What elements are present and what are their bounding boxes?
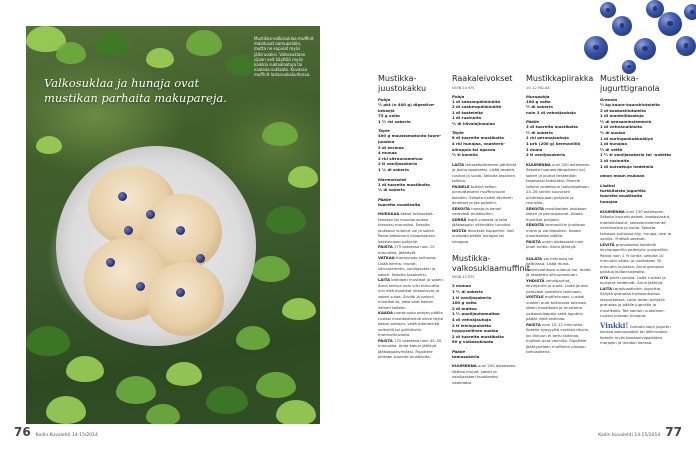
method-text <box>526 256 592 355</box>
method-step-text: mustikoiden joukkoon sokeri ja perunajauhot. Kaada mustikat pohjalle. <box>526 205 587 222</box>
method-step <box>378 255 444 277</box>
recipe-title: Raakaleivokset <box>452 74 513 83</box>
ingredient-item: 2 dl cashewpähkinöitä <box>452 104 502 110</box>
method-step-text: uuni 200 asteeseen. Sekoita huoneenlämpöinen voi, sokeri ja jauhot keskenään tasaiseksi taikinaksi. Painele taikina voideltuun halkaisijaltaan 24–26 sentin suuruisen piirakkavuoan pohjalle ja reunoille. <box>526 161 591 206</box>
ingredient-item: hyppysellinen suolaa <box>452 328 499 334</box>
method-step-text: uunin alatasossa noin puoli tuntia. Anna jäähtyä. <box>526 238 584 250</box>
method-step-text: tuorejuusto pohjan päälle. Lusikoi mustikkaliemiä sieve täyte kakun pintaan, vedä mämmikkä veitsellä tai grillitikulla marmorikuvioita. <box>378 310 444 338</box>
method-step-lead: KUUMENNA <box>600 208 625 214</box>
ingredient-item: tuoreita mustikoita <box>600 193 643 199</box>
method-step-text: keksit tehosekoit-timessa tai muovipussissa hienoksi murusiksi. Sekoita joukkoon sulanut voi ja sokeri. Paina keksimuru irtopohjaisen kakkuvuoan pohjalle. <box>378 211 436 244</box>
ingredient-item: ¼ dl sokeria <box>378 187 405 193</box>
method-step-lead: LEVITÄ <box>600 241 615 247</box>
ingredient-item: 4 rkl hunajaa, vaahtera-siirappia tai agavea <box>452 141 505 152</box>
method-step <box>452 162 518 184</box>
method-step-lead: SEKOITA <box>452 205 470 211</box>
method-step <box>378 244 444 255</box>
recipe-second <box>452 254 531 385</box>
ingredient-list <box>600 102 672 169</box>
method-step <box>452 184 518 206</box>
ingredient-list <box>600 188 672 205</box>
method-step-text: 175 asteessa noin 10 minuuttia. Jäähdytä. <box>378 244 435 255</box>
recipe-column <box>378 74 444 360</box>
ingredient-item: turkkilaista jugurttia <box>600 187 646 193</box>
ingredient-list <box>452 99 518 127</box>
ingredient-item: 3 dl tuoreita mustikoita <box>526 124 578 130</box>
method-step-text: vehnäjauhot, leivinjauhe ja suola. Lisää jauhot varovasti nostellen taikinaan. <box>526 277 588 294</box>
method-step-lead: LAITA <box>378 277 391 283</box>
method-text <box>378 211 444 360</box>
method-step-lead: MURSKAA <box>378 211 400 217</box>
ingredient-item: ½ dl seesaminsiemeniä <box>600 118 652 124</box>
ingredient-item: 2 dl kookoshiutaleita <box>600 107 646 113</box>
ingredient-item: 2 tl leivinjauhetta <box>452 322 492 328</box>
ingredient-group-heading: Täyte <box>378 128 390 134</box>
ingredient-list <box>452 283 518 345</box>
ingredient-item: 2 tl vaniljasokeria <box>378 161 418 167</box>
method-step <box>378 211 444 244</box>
method-step-text: uuni 200 asteeseen. Vatkaa munat, sokeri ja vaniljasokeri kuohkeaksi vaahdoksi. <box>452 363 517 385</box>
blueberry <box>658 12 682 36</box>
ingredient-item: 2 dl maitoa <box>452 305 477 311</box>
recipe-column <box>600 74 672 346</box>
method-step-text: uuni 130 asteeseen. Sekoita kaurahiutaleet, kookoslastut, manteliläastut, seesaminsiemenet, vehnänalkio ja suola. Sekoita toisessa kulhossa öljy, hunaja, vesi ja vanilja. Yhdistä seokset. <box>600 208 672 241</box>
ingredient-group-heading: Lisäksi <box>600 182 615 188</box>
blueberry <box>584 36 608 60</box>
ingredient-item: 2 rkl sitruunamehua <box>378 155 423 161</box>
ingredient-list <box>378 102 444 124</box>
method-step <box>526 162 592 206</box>
ingredient-list <box>526 124 592 158</box>
method-step-lead: PAISTA <box>526 238 541 244</box>
ingredient-group-heading: Pohja <box>452 93 465 99</box>
method-step-lead: LAITA <box>600 285 613 291</box>
method-step <box>600 242 672 275</box>
ingredient-group-heading: Murupohja <box>526 93 550 99</box>
method-step-lead: SEKOITA <box>526 205 544 211</box>
recipe-title: Mustikkapiirakka <box>526 74 594 83</box>
method-step <box>452 363 518 385</box>
method-step <box>526 239 592 250</box>
blueberry <box>600 2 616 18</box>
ingredient-item: noin 2 dl vehnäjauhoja <box>526 109 576 115</box>
method-step <box>526 278 592 295</box>
recipe-column <box>452 74 531 385</box>
method-step <box>452 206 518 217</box>
ingredient-list <box>452 354 518 360</box>
ingredient-item: ½ kg kaura-kaurahiutaleita <box>600 102 660 107</box>
method-step-text: tehosekoittimeen pähkinät ja jauha tasaiseksi. Lisää taatelit, rusinat ja suola. Sekoita tasainen taikina. <box>452 161 517 184</box>
ingredient-item: 1 dl rusinoita <box>452 115 482 121</box>
method-step-text: granolaseos kahdelle leivinpaperilla peitetylle uunipellille. Paista noin 1 ½ tuntia, sekoita 10 minuutin välein ja uudestaan 30 minuutin kuluttua. Anna granolan paistua kullanruskeaksi. <box>600 241 669 274</box>
recipe-continued <box>526 256 592 355</box>
method-step-text: muffinivuoat. Lusikoi vuokiin puet taikinasta taikinaa, sitten mustikoita ja muutama valkosuklaapala sekä loputkin päälle vielä taikinaa. <box>526 294 587 322</box>
method-step-text: kupit vuoasta ja laita jääkaappiin vähintään tunniksi. <box>452 216 512 228</box>
method-text <box>600 209 672 319</box>
ingredient-item: 1 dl taateleita <box>452 109 483 115</box>
ingredient-item: 75 g voita <box>378 113 400 119</box>
method-step-lead: KAADA <box>378 310 393 316</box>
ingredient-item: 4 munaa <box>378 150 397 156</box>
blueberry <box>622 60 636 74</box>
ingredient-item: 2 tl vaniljasokeria <box>526 152 566 158</box>
ingredient-item: 1 dl kuivattuja hedelmiä <box>600 163 654 169</box>
magazine-name-right: Kodin Kuvalehti 14·15/2014 <box>598 433 661 438</box>
ingredient-group-heading: Päälle <box>526 119 540 125</box>
ingredient-item: 1 ¼ dl sokeria <box>378 166 409 172</box>
ingredient-item: 100 g voita <box>526 98 551 104</box>
method-step-text: tarjoiluastioihin jugurttia. Säilytä granolaa tiiviskantisissa lasipurkeissa. Laita lasien pohjalle granolaa ja päälle jugurttia ja mustikoita. Tee samoin uudelleen. Lusikoi pintaan hunajaa. <box>600 285 665 318</box>
ingredient-list <box>378 133 444 172</box>
method-step <box>452 217 518 228</box>
method-step <box>526 222 592 239</box>
method-step-lead: PAISTA <box>378 244 393 250</box>
tip-box <box>600 320 672 346</box>
method-step <box>526 206 592 223</box>
ingredient-item: ½ dl vettä <box>600 146 623 152</box>
method-text <box>452 162 518 245</box>
method-step-text: noin 10–12 minuuttia. Kokeile kypsyyttä cocktail-tikulla. Jos tikkuun ei tartu taikinaa, muffinit ovat valmiita. Ripottele jäähtyneiden muffinien pintaan tomusokeria. <box>526 321 590 355</box>
ingredient-item: 1 dl hunajaa <box>600 141 628 147</box>
ingredient-item: 1 ½ puolijauhomaitoa <box>452 311 500 317</box>
method-step-lead: SULATA <box>526 255 543 261</box>
recipe-yield: 10–12 PALAA <box>526 85 550 90</box>
method-step-text: voi mikrossa tai kattilassa. Lisää muna-sokerivaahtoon sulanut voi, maito ja raastettu sitruunankuori. <box>526 255 591 278</box>
method-step-lead: SEKOITA <box>526 222 544 228</box>
method-step-lead: NOSTA <box>452 227 467 233</box>
ingredient-item: 1 ½ tl vaniljasokeria tai -uutetta <box>600 152 672 158</box>
recipe-title: Mustikka-juustokakku <box>378 74 427 93</box>
ingredient-item: ½ dl suolaa <box>600 129 626 135</box>
recipe-yield: NOIN 12 KPL <box>452 275 475 280</box>
ingredient-item: 1 muna <box>526 146 543 152</box>
ingredient-item: oman maun mukaan <box>600 173 645 179</box>
ingredient-item: 1 dl saksanpähkinöitä <box>452 98 501 104</box>
method-step-text: taikina teflon-pinnoitteiseen muffinivuoan koloihin. Sekoita kaikki täytteen ainekset ja jaa paloihin. <box>452 183 513 206</box>
blueberry <box>676 36 696 56</box>
ingredient-item: ½ dl sokeria <box>526 129 553 135</box>
ingredient-item: hunajaa <box>600 198 618 204</box>
ingredient-item: 1 ½ dl sokeria <box>452 288 483 294</box>
method-text <box>526 162 592 250</box>
ingredient-item: 4 dl vehnäjauhoja <box>452 316 492 322</box>
ingredient-group-heading: Marmoriointi <box>378 176 407 182</box>
method-step <box>452 228 518 245</box>
blueberry <box>634 38 656 60</box>
ingredient-list <box>452 135 518 157</box>
method-step-lead: YHDISTÄ <box>526 277 545 283</box>
method-step-text: 175 asteessa noin 45–50 minuuttia. Anna kakun jäähtyä jääkaappikylmäksi. Ripottele pintaan tuoreita mustikoita. <box>378 337 442 360</box>
method-step-text: pellit uunista. Lisää rusinat ja kuivatut hedelmät. Anna jäähtyä. <box>600 274 666 285</box>
method-step-text: leivokset kuppeihin. Voit lusikoida päälle hunajaa tai siirappia. <box>452 227 514 244</box>
method-step <box>600 209 672 242</box>
ingredient-list <box>600 173 672 179</box>
method-step-text: kattilaan mustikat ja sokeri. Anna kiehua noin viisi minuuttia niin että mustikat rikkoutuvat ja sokeri sulaa. Siivilöi ja paineli mustikoi-ta, jotta saat kaiken liemen talteen. <box>378 277 444 310</box>
ingredient-item: 100 g voita <box>452 300 477 306</box>
method-step <box>600 275 672 286</box>
ingredient-group-heading: Päälle <box>378 196 392 202</box>
method-step-lead: LAITA <box>452 161 465 167</box>
page-number-left: 76 <box>14 425 31 439</box>
recipe-column <box>526 74 592 355</box>
method-step-lead: PAINELE <box>452 183 470 189</box>
ingredient-item: 8 dl tuoreita mustikoita <box>452 135 504 141</box>
method-step-lead: PAISTA <box>378 337 393 343</box>
method-step-text: kermaviiliin joukkoon muna ja vaniljasokeri. Kaada mustikoiden päälle. <box>526 222 586 239</box>
left-folio <box>14 421 98 440</box>
ingredient-list <box>378 182 444 193</box>
ingredient-item: 2 dl rusinoita <box>600 157 630 163</box>
method-step <box>600 286 672 319</box>
method-step-lead: KUUMENNA <box>452 363 477 369</box>
right-folio <box>598 421 682 440</box>
ingredient-list <box>378 202 444 208</box>
method-step <box>526 322 592 355</box>
magazine-name-left: Kodin Kuvalehti 14·15/2014 <box>35 433 98 438</box>
ingredient-item: 400 g maustamatonta tuore-juustoa <box>378 133 442 144</box>
ingredient-item: ½ dl hiivalajinaulaa <box>452 120 495 126</box>
method-step-lead: SIIRRÄ <box>452 216 467 222</box>
method-step <box>526 294 592 322</box>
ingredient-item: ½ pkt (n 400 g) digestive-keksejä <box>378 102 436 113</box>
tip-heading: Vinkki! <box>600 320 629 330</box>
method-step-lead: VATKAA <box>378 255 395 261</box>
muffin-photo <box>26 26 320 424</box>
recipe-title: Mustikka-jugurttigranola <box>600 74 660 93</box>
method-step-lead: VOITELE <box>526 294 544 300</box>
ingredient-item: tuoreita mustikoita <box>378 201 421 207</box>
tip-text: Granola sopii jugurtin kanssa aamupalaksi tai jälkiruoaksi. Kokeile myös banaaniviipaleiden, marjojen ja maidon kanssa. <box>600 323 671 345</box>
ingredient-item: 1 tl vaniljasokeria <box>452 294 492 300</box>
ingredient-item: 1 dl vehnänalkioita <box>600 124 643 130</box>
method-step-lead: OTA <box>600 274 609 280</box>
photo-headline: Valkosuklaa ja hunaja ovat mustikan parhaita makupareja. <box>44 76 227 105</box>
recipe-yield: NOIN 10 KPL <box>452 85 475 90</box>
ingredient-group-heading: Pohja <box>378 97 391 102</box>
ingredient-list <box>526 99 592 116</box>
photo-caption: Mustikka-valkosuklaa-muffinit maistuvat aamupalalla, mutta ne sopivat myös jälkiruoaksi. Valkosuklaan sijaan voit käyttää myös kaikkia suklaalaatuja tai vaaleaa suklaata. Kuvassa muffinit lasturuokakulhossa. <box>254 36 314 78</box>
method-step-text: tuorejuusto kulhossa. Lisää kerma, munat, sitruunamehu, vaniljasokeri ja sokeri. Sekoita tasaiseksi. <box>378 255 437 277</box>
method-text <box>452 363 518 385</box>
ingredient-group-heading: Granola <box>600 97 618 102</box>
ingredient-item: 1 prk (200 g) kermaviiliä <box>526 141 581 147</box>
ingredient-item: 1 dl auringonkukkaöljyä <box>600 135 653 141</box>
ingredient-item: 1 ½ rkl sokeria <box>378 118 411 124</box>
page-number-right: 77 <box>665 425 682 439</box>
ingredient-item: 2 dl kermaa <box>378 144 404 150</box>
method-step-text: hunaja ja kaneli varovasti mustikoihin. <box>452 205 502 217</box>
method-step-lead: KUUMENNA <box>526 161 551 167</box>
ingredient-group-heading: Päälle <box>452 348 466 354</box>
ingredient-item: 1 dl manteliläastuja <box>600 113 644 119</box>
blueberry <box>612 16 632 36</box>
ingredient-item: ½ dl sokeria <box>526 104 553 110</box>
ingredient-item: 1 rkl perunajauhoja <box>526 135 569 141</box>
blueberry <box>646 0 664 18</box>
ingredient-item: ½ tl kanelia <box>452 152 478 158</box>
ingredient-item: 2 munaa <box>452 283 471 289</box>
ingredient-item: 60 g valkosuklaata <box>452 339 494 345</box>
blueberry <box>684 4 696 20</box>
method-step-lead: PAISTA <box>526 321 541 327</box>
ingredient-item: 1 dl tuoreita mustikoita <box>378 181 430 187</box>
recipe-title: Mustikka-valkosuklaamuffinit <box>452 254 531 273</box>
method-step <box>378 277 444 310</box>
method-step <box>378 338 444 360</box>
method-step <box>378 310 444 338</box>
ingredient-item: 2 dl tuoreita mustikoita <box>452 333 504 339</box>
ingredient-item: tomusokeria <box>452 353 480 359</box>
method-step <box>526 256 592 278</box>
ingredient-group-heading: Täyte <box>452 130 464 136</box>
